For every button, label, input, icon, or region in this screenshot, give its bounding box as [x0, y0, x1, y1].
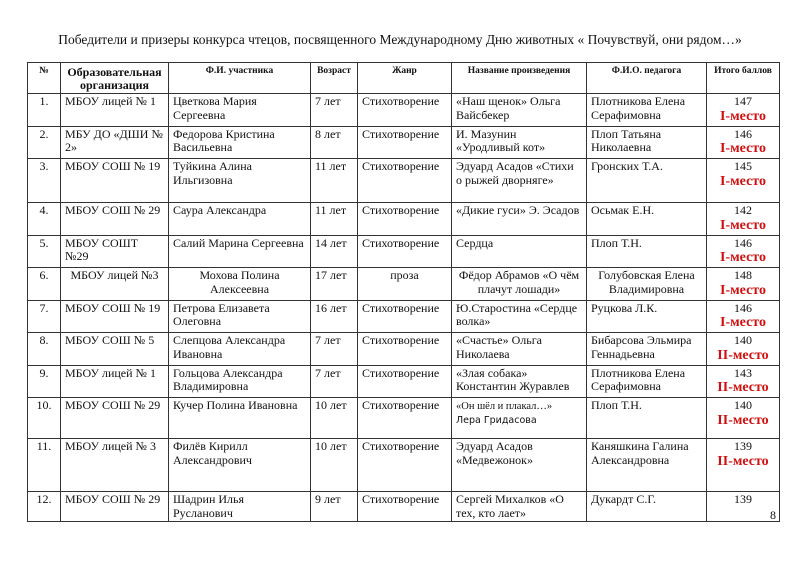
teacher-name: [587, 300, 707, 333]
table-row: [28, 439, 780, 492]
teacher-name-text: Каняшкина Галина Александровна: [591, 439, 689, 467]
age-text: 11 лет: [315, 159, 347, 173]
genre: [358, 268, 452, 301]
age: [311, 235, 358, 268]
teacher-name-text: Плоп Татьяна Николаевна: [591, 126, 662, 154]
work-title: [452, 365, 587, 398]
work-title: [452, 398, 587, 439]
teacher-name-text: Дукардт С.Г.: [591, 492, 656, 506]
header-participant: Ф.И. участника: [169, 63, 311, 94]
participant-name-text: Мохова Полина Алексеевна: [199, 268, 280, 296]
row-number: [28, 365, 61, 398]
work-title-text: Сергей Михалков «О тех, кто лает»: [456, 492, 564, 520]
organization: [61, 268, 169, 301]
organization: [61, 235, 169, 268]
teacher-name: [587, 159, 707, 203]
score-cell: [707, 492, 780, 522]
work-title-text: «Злая собака» Константин Журавлев: [456, 365, 570, 393]
age: [311, 492, 358, 522]
work-author: Лера Гридасова: [456, 414, 537, 426]
age-text: 14 лет: [315, 235, 347, 250]
teacher-name-text: Бибарсова Эльмира Геннадьевна: [591, 333, 692, 361]
participant-name-text: Салий Марина Сергеевна: [173, 235, 304, 250]
teacher-name: [587, 94, 707, 127]
place-badge: I-место: [720, 108, 766, 124]
organization-text: МБОУ СОШ № 5: [65, 333, 155, 347]
row-number: [28, 492, 61, 522]
age: [311, 203, 358, 236]
score-value: 139: [734, 492, 752, 506]
organization: [61, 398, 169, 439]
genre-text: Стихотворение: [362, 235, 440, 250]
row-number-text: 1.: [39, 94, 49, 108]
genre: [358, 203, 452, 236]
table-row: [28, 398, 780, 439]
teacher-name-text: Осьмак Е.Н.: [591, 203, 655, 217]
score-cell: [707, 365, 780, 398]
table-row: [28, 203, 780, 236]
teacher-name: [587, 203, 707, 236]
row-number: [28, 333, 61, 366]
teacher-name-text: Плоп Т.Н.: [591, 398, 642, 412]
place-badge: II-место: [717, 412, 769, 428]
row-number-text: 3.: [39, 159, 49, 173]
work-title: [452, 159, 587, 203]
table-row: [28, 365, 780, 398]
score-cell: [707, 235, 780, 268]
table-row: [28, 492, 780, 522]
age: [311, 126, 358, 159]
organization-text: МБОУ СОШ № 29: [65, 492, 161, 506]
participant-name: [169, 300, 311, 333]
score-cell: [707, 268, 780, 301]
score-cell: [707, 333, 780, 366]
age-text: 8 лет: [315, 126, 341, 141]
age: [311, 333, 358, 366]
age: [311, 159, 358, 203]
organization-text: МБОУ СОШ № 19: [65, 300, 161, 315]
genre-text: Стихотворение: [362, 365, 440, 380]
organization-text: МБУ ДО «ДШИ № 2»: [65, 126, 163, 154]
teacher-name: [587, 365, 707, 398]
header-teacher: Ф.И.О. педагога: [587, 63, 707, 94]
genre-text: Стихотворение: [362, 300, 440, 315]
row-number-text: 8.: [39, 333, 49, 347]
score-value: 139: [734, 439, 752, 453]
teacher-name: [587, 333, 707, 366]
organization: [61, 492, 169, 522]
results-table: [27, 62, 780, 522]
header-age: Возраст: [311, 63, 358, 94]
header-row: [28, 63, 780, 94]
participant-name: [169, 492, 311, 522]
work-title: [452, 235, 587, 268]
participant-name: [169, 203, 311, 236]
score-value: 146: [734, 300, 752, 315]
score-cell: [707, 203, 780, 236]
page-number: 8: [770, 508, 776, 522]
work-title: [452, 300, 587, 333]
genre: [358, 235, 452, 268]
table-row: [28, 300, 780, 333]
teacher-name-text: Плоп Т.Н.: [591, 235, 642, 250]
participant-name-text: Саура Александра: [173, 203, 267, 217]
header-work: Название произведения: [452, 63, 587, 94]
organization-text: МБОУ СОШ № 29: [65, 203, 161, 217]
participant-name-text: Федорова Кристина Васильевна: [173, 126, 275, 154]
genre: [358, 300, 452, 333]
age-text: 16 лет: [315, 300, 347, 315]
work-title-text: Фёдор Абрамов «О чём плачут лошади»: [458, 268, 580, 296]
genre: [358, 365, 452, 398]
score-cell: [707, 439, 780, 492]
teacher-name-text: Плотникова Елена Серафимовна: [591, 365, 686, 393]
row-number: [28, 398, 61, 439]
age-text: 9 лет: [315, 492, 341, 506]
organization: [61, 94, 169, 127]
score-value: 145: [734, 159, 752, 173]
header-organization: Образовательная организация: [61, 63, 169, 94]
participant-name: [169, 333, 311, 366]
score-value: 148: [734, 268, 752, 282]
organization: [61, 300, 169, 333]
genre: [358, 94, 452, 127]
participant-name-text: Цветкова Мария Сергеевна: [173, 94, 257, 122]
age: [311, 365, 358, 398]
genre-text: Стихотворение: [362, 439, 440, 453]
age-text: 17 лет: [315, 268, 347, 282]
participant-name: [169, 365, 311, 398]
teacher-name-text: Плотникова Елена Серафимовна: [591, 94, 686, 122]
age: [311, 300, 358, 333]
row-number-text: 12.: [36, 492, 52, 506]
score-cell: [707, 126, 780, 159]
row-number: [28, 235, 61, 268]
work-title-text: Сердца: [456, 235, 494, 250]
teacher-name: [587, 439, 707, 492]
score-value: 140: [734, 398, 752, 412]
score-cell: [707, 398, 780, 439]
row-number: [28, 439, 61, 492]
teacher-name-text: Руцкова Л.К.: [591, 300, 658, 315]
score-cell: [707, 94, 780, 127]
participant-name: [169, 268, 311, 301]
row-number-text: 10.: [36, 398, 52, 412]
score-cell: [707, 300, 780, 333]
age-text: 10 лет: [315, 439, 347, 453]
place-badge: I-место: [720, 250, 766, 265]
place-badge: II-место: [717, 380, 769, 395]
organization-text: МБОУ СОШ № 29: [65, 398, 161, 412]
place-badge: I-место: [720, 282, 766, 298]
work-title-text: Ю.Старостина «Сердце волка»: [456, 300, 578, 328]
place-badge: I-место: [720, 141, 766, 156]
age-text: 10 лет: [315, 398, 347, 412]
work-title-text: Эдуард Асадов «Стихи о рыжей дворняге»: [456, 159, 574, 187]
table-row: [28, 159, 780, 203]
work-title-text: Эдуард Асадов «Медвежонок»: [456, 439, 533, 467]
participant-name: [169, 94, 311, 127]
score-value: 146: [734, 235, 752, 250]
teacher-name-text: Гронских Т.А.: [591, 159, 663, 173]
table-row: [28, 94, 780, 127]
row-number: [28, 300, 61, 333]
work-title: [452, 203, 587, 236]
row-number-text: 6.: [39, 268, 49, 282]
age-text: 7 лет: [315, 365, 341, 380]
work-title-text: «Счастье» Ольга Николаева: [456, 333, 542, 361]
organization-text: МБОУ лицей № 3: [65, 439, 156, 453]
organization-text: МБОУ СОШ № 19: [65, 159, 161, 173]
work-title: [452, 333, 587, 366]
work-title-text: «Дикие гуси» Э. Эсадов: [456, 203, 580, 217]
teacher-name: [587, 492, 707, 522]
genre: [358, 159, 452, 203]
document-title: Победители и призеры конкурса чтецов, посвященного Международному Дню животных « Почувствуй, они рядом…»: [58, 32, 742, 47]
age-text: 7 лет: [315, 94, 341, 108]
row-number-text: 5.: [39, 235, 49, 250]
row-number: [28, 159, 61, 203]
row-number-text: 11.: [36, 439, 52, 453]
age: [311, 94, 358, 127]
row-number: [28, 126, 61, 159]
work-title: [452, 439, 587, 492]
work-title-text: «Наш щенок» Ольга Вайсбекер: [456, 94, 561, 122]
participant-name: [169, 159, 311, 203]
score-value: 147: [734, 94, 752, 108]
row-number-text: 7.: [39, 300, 49, 315]
work-title: [452, 126, 587, 159]
place-badge: I-место: [720, 173, 766, 189]
genre-text: Стихотворение: [362, 398, 440, 412]
table-row: [28, 268, 780, 301]
participant-name: [169, 235, 311, 268]
teacher-name-text: Голубовская Елена Владимировна: [598, 268, 695, 296]
organization: [61, 333, 169, 366]
row-number: [28, 94, 61, 127]
organization: [61, 159, 169, 203]
work-title: [452, 94, 587, 127]
participant-name-text: Гольцова Александра Владимировна: [173, 365, 283, 393]
age: [311, 398, 358, 439]
score-value: 140: [734, 333, 752, 347]
organization-text: МБОУ лицей № 1: [65, 94, 156, 108]
teacher-name: [587, 268, 707, 301]
participant-name-text: Кучер Полина Ивановна: [173, 398, 298, 412]
place-badge: I-место: [720, 217, 766, 233]
organization: [61, 126, 169, 159]
participant-name: [169, 439, 311, 492]
work-title-text: «Он шёл и плакал…»: [456, 401, 553, 412]
genre-text: Стихотворение: [362, 203, 440, 217]
organization-text: МБОУ лицей №3: [70, 268, 159, 282]
table-row: [28, 126, 780, 159]
genre-text: Стихотворение: [362, 159, 440, 173]
header-genre: Жанр: [358, 63, 452, 94]
work-title: [452, 492, 587, 522]
genre-text: Стихотворение: [362, 94, 440, 108]
row-number: [28, 203, 61, 236]
place-badge: I-место: [720, 315, 766, 330]
header-score: Итого баллов: [707, 63, 780, 94]
age-text: 7 лет: [315, 333, 341, 347]
organization: [61, 439, 169, 492]
row-number-text: 2.: [39, 126, 49, 141]
participant-name-text: Шадрин Илья Русланович: [173, 492, 245, 520]
row-number-text: 4.: [39, 203, 49, 217]
score-value: 143: [734, 365, 752, 380]
genre-text: Стихотворение: [362, 333, 440, 347]
teacher-name: [587, 235, 707, 268]
genre: [358, 398, 452, 439]
participant-name: [169, 398, 311, 439]
genre-text: Стихотворение: [362, 492, 440, 506]
participant-name-text: Филёв Кирилл Александрович: [173, 439, 252, 467]
header-number: №: [28, 63, 61, 94]
organization: [61, 365, 169, 398]
genre: [358, 333, 452, 366]
organization-text: МБОУ лицей № 1: [65, 365, 156, 380]
work-title: [452, 268, 587, 301]
score-cell: [707, 159, 780, 203]
score-value: 142: [734, 203, 752, 217]
participant-name-text: Туйкина Алина Ильгизовна: [173, 159, 252, 187]
genre: [358, 492, 452, 522]
age: [311, 439, 358, 492]
table-row: [28, 235, 780, 268]
place-badge: II-место: [717, 347, 769, 363]
row-number: [28, 268, 61, 301]
age-text: 11 лет: [315, 203, 347, 217]
genre: [358, 126, 452, 159]
participant-name-text: Слепцова Александра Ивановна: [173, 333, 286, 361]
participant-name: [169, 126, 311, 159]
teacher-name: [587, 126, 707, 159]
age: [311, 268, 358, 301]
genre-text: проза: [390, 268, 419, 282]
genre: [358, 439, 452, 492]
participant-name-text: Петрова Елизавета Олеговна: [173, 300, 270, 328]
row-number-text: 9.: [39, 365, 49, 380]
organization: [61, 203, 169, 236]
organization-text: МБОУ СОШТ №29: [65, 235, 139, 263]
work-title-text: И. Мазунин «Уродливый кот»: [456, 126, 546, 154]
place-badge: II-место: [717, 453, 769, 469]
table-row: [28, 333, 780, 366]
score-value: 146: [734, 126, 752, 141]
genre-text: Стихотворение: [362, 126, 440, 141]
teacher-name: [587, 398, 707, 439]
